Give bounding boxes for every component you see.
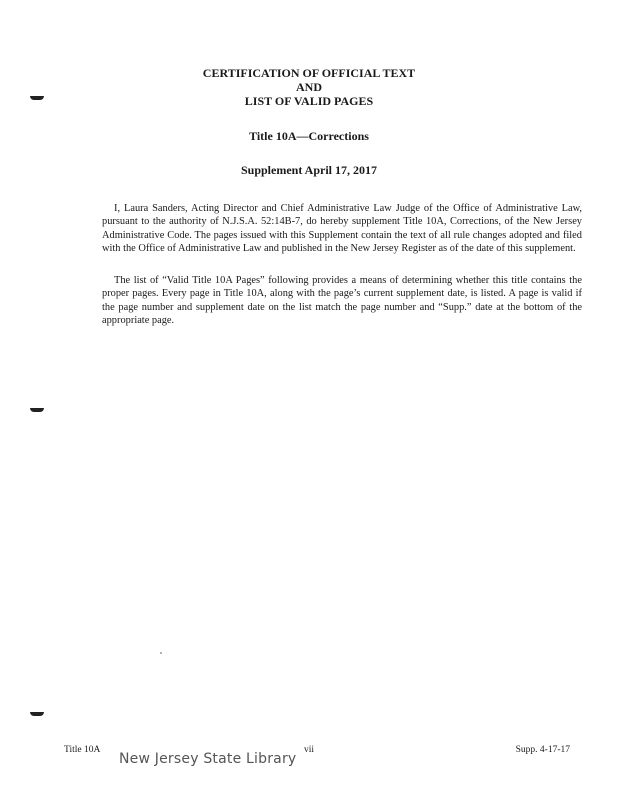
footer-title: Title 10A (64, 745, 101, 755)
certification-heading-and: AND (296, 80, 322, 94)
valid-pages-heading: LIST OF VALID PAGES (244, 94, 374, 108)
supplement-date-heading: Supplement April 17, 2017 (240, 163, 378, 177)
scan-speck (160, 652, 162, 654)
certification-paragraph: I, Laura Sanders, Acting Director and Chief Administrative Law Judge of the Office of Administrative Law, pursuant to the authority of N.J.S.A. 52:14B-7, do hereby supplement Title 10A, Corrections, of the New Jersey Administrative Code. The pages issued with this Supplement contain the text of all rule changes adopted and filed with the Office of Administrative Law and published in the New Jersey Register as of the date of this supplement. (102, 203, 582, 255)
footer-page-number: vii (303, 745, 315, 755)
certification-heading: CERTIFICATION OF OFFICIAL TEXT (202, 66, 416, 80)
valid-pages-paragraph: The list of “Valid Title 10A Pages” following provides a means of determining whether this title contains the proper pages. Every page in Title 10A, along with the page’s current supplement date, is listed. A page is valid if the page number and supplement date on the list match the page number and “Supp.” date at the bottom of the appropriate page. (102, 275, 582, 327)
footer-supplement-date: Supp. 4-17-17 (515, 745, 570, 755)
hole-punch-mark (30, 712, 44, 716)
hole-punch-mark (30, 408, 44, 412)
library-stamp: New Jersey State Library (119, 751, 297, 767)
title-heading: Title 10A—Corrections (249, 129, 369, 143)
